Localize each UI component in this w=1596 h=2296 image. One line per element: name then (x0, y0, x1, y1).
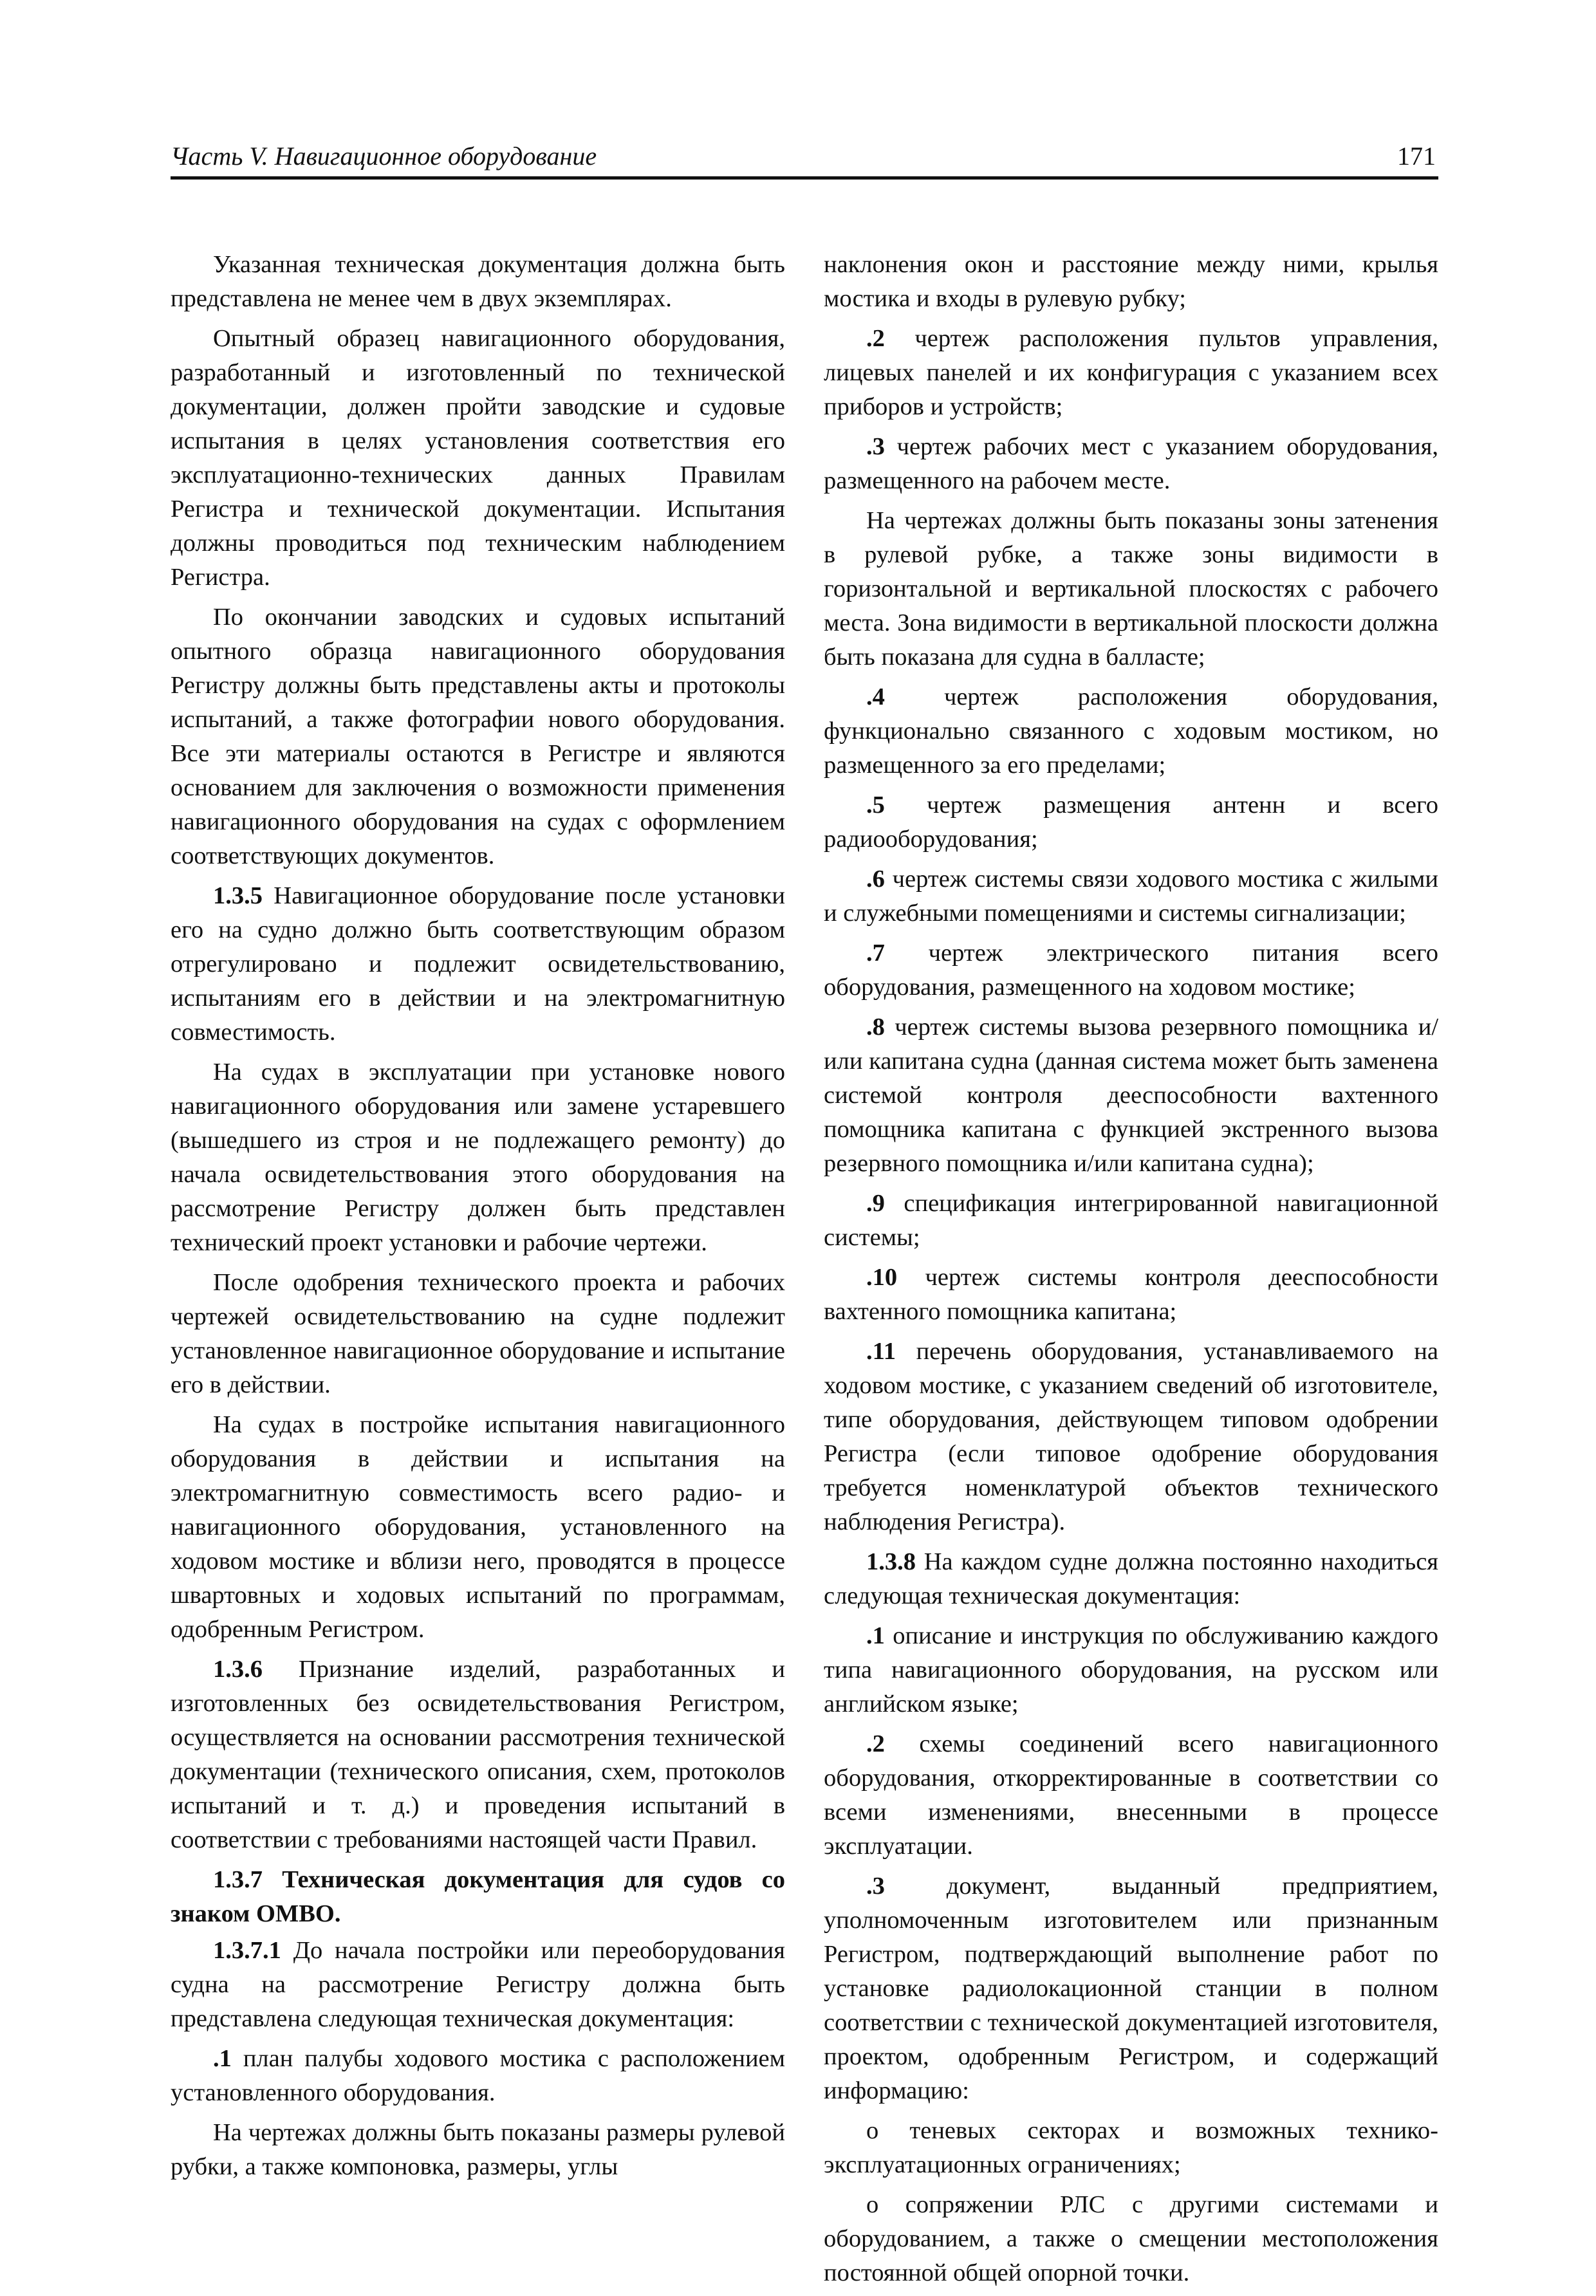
paragraph-text: о теневых секторах и возможных технико-эксплуатационных ограничениях; (824, 2117, 1438, 2178)
paragraph-text: документ, выданный предприятием, уполномоченным изготовителем или признанным Регистром, подтверждающий выполнение работ по установке радиолокационной станции в полном соответствии с технической документацией изготовителя, проектом, одобренным Регистром, и содержащий информацию: (824, 1873, 1438, 2104)
paragraph (824, 788, 1438, 856)
clause-number: .2 (866, 1730, 885, 1757)
paragraph-text: о сопряжении РЛС с другими системами и оборудованием, а также о смещении местоположения постоянной общей опорной точки. (824, 2191, 1438, 2286)
paragraph (171, 248, 785, 316)
left-column (171, 248, 785, 2190)
header-title: Часть V. Навигационное оборудование (171, 142, 597, 171)
paragraph (171, 322, 785, 595)
paragraph-text: На каждом судне должна постоянно находиться следующая техническая документация: (824, 1548, 1438, 1609)
paragraph (824, 504, 1438, 674)
paragraph (824, 430, 1438, 498)
paragraph (824, 2188, 1438, 2290)
clause-number: .7 (866, 940, 885, 967)
paragraph-text: чертеж размещения антенн и всего радиооборудования; (824, 792, 1439, 853)
paragraph (824, 1545, 1438, 1613)
paragraph-text: чертеж рабочих мест с указанием оборудования, размещенного на рабочем месте. (824, 433, 1438, 494)
paragraph-text: перечень оборудования, устанавливаемого на ходовом мостике, с указанием сведений об изготовителе, типе оборудования, действующем типовом одобрении Регистра (если типовое одобрение оборудования требуется номенклатурой объектов технического наблюдения Регистра). (824, 1338, 1438, 1535)
paragraph-text: описание и инструкция по обслуживанию каждого типа навигационного оборудования, на русском или английском языке; (824, 1622, 1438, 1717)
clause-number: 1.3.7.1 (213, 1937, 281, 1964)
paragraph (171, 1055, 785, 1260)
clause-number: .2 (866, 325, 885, 352)
paragraph (824, 1010, 1438, 1181)
paragraph-text: До начала постройки или переоборудования судна на рассмотрение Регистру должна быть представлена следующая техническая документация: (171, 1937, 785, 2032)
paragraph-text: На судах в постройке испытания навигационного оборудования в действии и испытания на электромагнитную совместимость всего радио- и навигационного оборудования, установленного на ходовом мостике и вблизи него, проводятся в процессе швартовных и ходовых испытаний по программам, одобренным Регистром. (171, 1411, 785, 1643)
clause-number: .3 (866, 1873, 885, 1900)
paragraph (171, 1863, 785, 1931)
paragraph (171, 1653, 785, 1857)
running-header (171, 136, 1438, 180)
paragraph (171, 1408, 785, 1647)
clause-number: 1.3.6 (213, 1656, 263, 1683)
paragraph (824, 1187, 1438, 1255)
paragraph-text: чертеж расположения оборудования, функционально связанного с ходовым мостиком, но размещенного за его пределами; (824, 683, 1439, 779)
paragraph (824, 248, 1438, 316)
paragraph-text: чертеж системы вызова резервного помощника и/или капитана судна (данная система может быть заменена системой контроля дееспособности вахтенного помощника капитана с функцией экстренного вызова резервного помощника и/или капитана судна); (824, 1014, 1439, 1177)
section-heading: 1.3.7 Техническая документация для судов со знаком ОМВО. (171, 1866, 785, 1927)
paragraph-text: чертеж системы контроля дееспособности вахтенного помощника капитана; (824, 1264, 1438, 1325)
paragraph (824, 1619, 1438, 1721)
clause-number: .3 (866, 433, 885, 460)
clause-number: .11 (866, 1338, 896, 1365)
clause-number: .4 (866, 683, 885, 710)
paragraph-text: чертеж расположения пультов управления, лицевых панелей и их конфигурация с указанием всех приборов и устройств; (824, 325, 1438, 420)
paragraph (824, 862, 1438, 930)
paragraph (171, 879, 785, 1050)
paragraph-text: На чертежах должны быть показаны зоны затенения в рулевой рубке, а также зоны видимости в горизонтальной и вертикальной плоскостях с рабочего места. Зона видимости в вертикальной плоскости должна быть показана для судна в балласте; (824, 507, 1438, 671)
paragraph-text: Признание изделий, разработанных и изготовленных без освидетельствования Регистром, осуществляется на основании рассмотрения технической документации (технического описания, схем, протоколов испытаний и т. д.) и проведения испытаний в соответствии с требованиями настоящей части Правил. (171, 1656, 786, 1853)
paragraph-text: Навигационное оборудование после установки его на судно должно быть соответствующим образом отрегулировано и подлежит освидетельствованию, испытаниям его в действии и на электромагнитную совместимость. (171, 882, 785, 1046)
clause-number: .5 (866, 792, 885, 819)
paragraph (171, 600, 785, 873)
clause-number: .10 (866, 1264, 898, 1291)
paragraph-text: По окончании заводских и судовых испытаний опытного образца навигационного оборудования Регистру должны быть представлены акты и протоколы испытаний, а также фотографии нового оборудования. Все эти материалы остаются в Регистре и являются основанием для заключения о возможности применения навигационного оборудования на судах с оформлением соответствующих документов. (171, 604, 785, 869)
paragraph (824, 936, 1438, 1004)
paragraph-text: схемы соединений всего навигационного оборудования, откорректированные в соответствии со всеми изменениями, внесенными в процессе эксплуатации. (824, 1730, 1438, 1860)
paragraph-text: На судах в эксплуатации при установке нового навигационного оборудования или замене устаревшего (вышедшего из строя и не подлежащего ремонту) до начала освидетельствования этого оборудования на рассмотрение Регистру должен быть представлен технический проект установки и рабочие чертежи. (171, 1059, 785, 1256)
paragraph (824, 2114, 1438, 2182)
paragraph (824, 1727, 1438, 1864)
paragraph-text: чертеж электрического питания всего оборудования, размещенного на ходовом мостике; (824, 940, 1438, 1001)
paragraph-text: Указанная техническая документация должна быть представлена не менее чем в двух экземплярах. (171, 251, 785, 312)
paragraph-text: план палубы ходового мостика с расположением установленного оборудования. (171, 2045, 786, 2106)
paragraph-text: После одобрения технического проекта и рабочих чертежей освидетельствованию на судне подлежит установленное навигационное оборудование и испытание его в действии. (171, 1269, 785, 1398)
paragraph-text: На чертежах должны быть показаны размеры рулевой рубки, а также компоновка, размеры, углы (171, 2119, 785, 2180)
paragraph (824, 322, 1438, 424)
clause-number: 1.3.5 (213, 882, 263, 909)
clause-number: 1.3.8 (866, 1548, 916, 1575)
paragraph-text: спецификация интегрированной навигационной системы; (824, 1190, 1438, 1251)
clause-number: .1 (213, 2045, 232, 2072)
paragraph (171, 2116, 785, 2184)
paragraph-text: наклонения окон и расстояние между ними, крылья мостика и входы в рулевую рубку; (824, 251, 1438, 312)
paragraph (824, 680, 1438, 782)
clause-number: .8 (866, 1014, 885, 1041)
clause-number: .9 (866, 1190, 885, 1217)
paragraph (171, 1266, 785, 1402)
paragraph-text: Опытный образец навигационного оборудования, разработанный и изготовленный по технической документации, должен пройти заводские и судовые испытания в целях установления соответствия его эксплуатационно-технических данных Правилам Регистра и технической документации. Испытания должны проводиться под техническим наблюдением Регистра. (171, 325, 785, 591)
paragraph (171, 1934, 785, 2036)
paragraph (171, 2042, 785, 2110)
paragraph (824, 1261, 1438, 1329)
right-column (824, 248, 1438, 2296)
page-number: 171 (1397, 142, 1436, 171)
paragraph (824, 1869, 1438, 2108)
clause-number: .1 (866, 1622, 885, 1649)
paragraph-text: чертеж системы связи ходового мостика с жилыми и служебными помещениями и системы сигнализации; (824, 866, 1438, 927)
paragraph (824, 1335, 1438, 1539)
clause-number: .6 (866, 866, 885, 893)
